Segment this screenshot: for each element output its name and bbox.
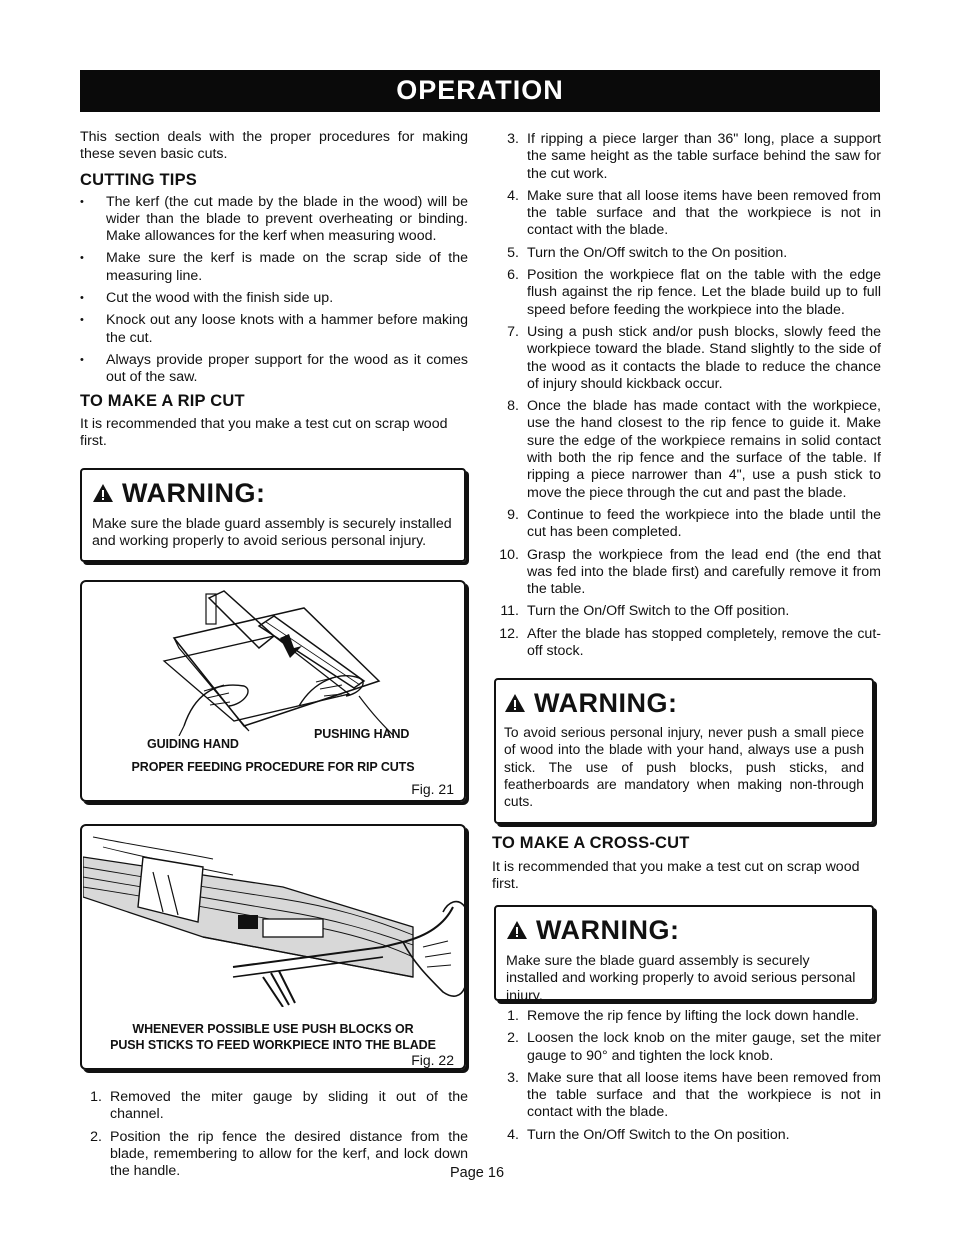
list-item: 5. Turn the On/Off switch to the On position. [507, 244, 788, 261]
list-item: 6. Position the workpiece flat on the table with the edge flush against the rip fence. Let the blade build up to full speed before feeding the workpiece into the blade. [507, 267, 881, 318]
list-item: 11. Turn the On/Off Switch to the Off position. [500, 603, 790, 620]
cross-cut-section [492, 834, 880, 894]
warning-text: To avoid serious personal injury, never push a small piece of wood into the blade with your hand, always use a push stick. The use of push blocks, push sticks, and featherboards are mandatory when making non-through cuts. [504, 725, 864, 810]
cross-cut-heading: TO MAKE A CROSS-CUT [492, 834, 690, 852]
rip-cut-intro: It is recommended that you make a test cut on scrap wood first. [80, 415, 448, 449]
figure-caption-line2: PUSH STICKS TO FEED WORKPIECE INTO THE BLADE [110, 1038, 436, 1052]
warning-triangle-icon [504, 693, 526, 713]
list-item: 1. Remove the rip fence by lifting the lock down handle. [507, 1008, 860, 1024]
page-number: Page 16 [449, 1165, 505, 1181]
figure-number: Fig. 21 [411, 781, 454, 797]
section-title: OPERATION [396, 75, 564, 106]
list-item: 1. Removed the miter gauge by sliding it out of the channel. [90, 1089, 468, 1123]
list-item: 3. Make sure that all loose items have been removed from the table surface and that the workpiece is not in contact with the blade. [507, 1069, 881, 1121]
figure-number: Fig. 22 [411, 1052, 454, 1068]
warning-box-push-stick [494, 678, 874, 824]
list-item: • Knock out any loose knots with a hammer before making the cut. [80, 312, 468, 347]
guiding-hand-label: GUIDING HAND [147, 737, 239, 751]
warning-triangle-icon [92, 483, 114, 503]
figure-caption: PROPER FEEDING PROCEDURE FOR RIP CUTS [131, 760, 415, 774]
list-item: • Make sure the kerf is made on the scrap side of the measuring line. [80, 250, 468, 285]
cutting-tips-list [80, 194, 468, 387]
rip-cut-illustration [84, 586, 464, 736]
intro-paragraph: This section deals with the proper procedures for making these seven basic cuts. [80, 129, 468, 163]
section-banner [80, 70, 880, 112]
warning-triangle-icon [506, 920, 528, 940]
warning-text: Make sure the blade guard assembly is securely installed and working properly to avoid serious personal injury. [92, 516, 452, 550]
cross-cut-steps [497, 1008, 881, 1149]
list-item: • Cut the wood with the finish side up. [80, 290, 468, 307]
list-item: 4. Turn the On/Off Switch to the On position. [507, 1126, 790, 1143]
list-item: 2. Position the rip fence the desired distance from the blade, remembering to allow for the kerf, and lock down the handle. [90, 1128, 468, 1180]
pushing-hand-label: PUSHING HAND [314, 727, 410, 741]
list-item: • The kerf (the cut made by the blade in the wood) will be wider than the blade to prevent overheating or binding. Make allowances for the kerf when measuring wood. [80, 194, 468, 246]
rip-cut-heading: TO MAKE A RIP CUT [80, 391, 245, 410]
list-item: • Always provide proper support for the wood as it comes out of the saw. [80, 352, 468, 387]
push-stick-illustration [83, 827, 465, 1007]
list-item: 12. After the blade has stopped completely, remove the cut-off stock. [499, 625, 881, 660]
warning-box-blade-guard [80, 468, 466, 562]
list-item: 8. Once the blade has made contact with the workpiece, use the hand closest to the rip fence to guide it. Make sure the edge of the workpiece remains in solid contact with both the rip fence and the surface of the table. If ripping a piece narrower than 4", use a push stick to move the piece through the cut and past the blade. [507, 398, 881, 501]
list-item: 2. Loosen the lock knob on the miter gauge, set the miter gauge to 90° and tighten the lock knob. [507, 1030, 881, 1064]
warning-title: WARNING: [122, 478, 266, 508]
rip-steps-list-continued [497, 131, 881, 660]
list-item: 4. Make sure that all loose items have been removed from the table surface and that the workpiece is not in contact with the blade. [507, 187, 881, 239]
warning-heading [504, 688, 864, 718]
warning-text: Make sure the blade guard assembly is securely installed and working properly to avoid serious personal injury. [506, 953, 856, 1004]
figure-22 [80, 824, 466, 1070]
figure-caption-line1: WHENEVER POSSIBLE USE PUSH BLOCKS OR [132, 1022, 414, 1036]
cross-cut-intro: It is recommended that you make a test cut on scrap wood first. [492, 859, 860, 893]
list-item: 9. Continue to feed the workpiece into the blade until the cut has been completed. [507, 506, 881, 541]
warning-box-blade-guard-crosscut [494, 905, 874, 1004]
right-column [497, 131, 881, 665]
cross-cut-steps-list [497, 1008, 881, 1144]
list-item: 10. Grasp the workpiece from the lead end (the end that was fed into the blade first) and carefully remove it from the table. [499, 546, 881, 598]
warning-title: WARNING: [534, 688, 678, 718]
figure-21 [80, 580, 466, 802]
left-column [80, 129, 468, 450]
list-item: 3. If ripping a piece larger than 36" long, place a support the same height as the table surface behind the saw for the cut work. [507, 131, 881, 182]
cutting-tips-heading: CUTTING TIPS [80, 170, 197, 189]
list-item: 7. Using a push stick and/or push blocks, slowly feed the workpiece toward the blade. Stand slightly to the side of the wood as it contacts the blade to reduce the chance of injury should kickback occur. [507, 323, 881, 392]
warning-title: WARNING: [536, 915, 680, 945]
warning-heading [92, 478, 454, 508]
warning-heading [506, 915, 862, 945]
